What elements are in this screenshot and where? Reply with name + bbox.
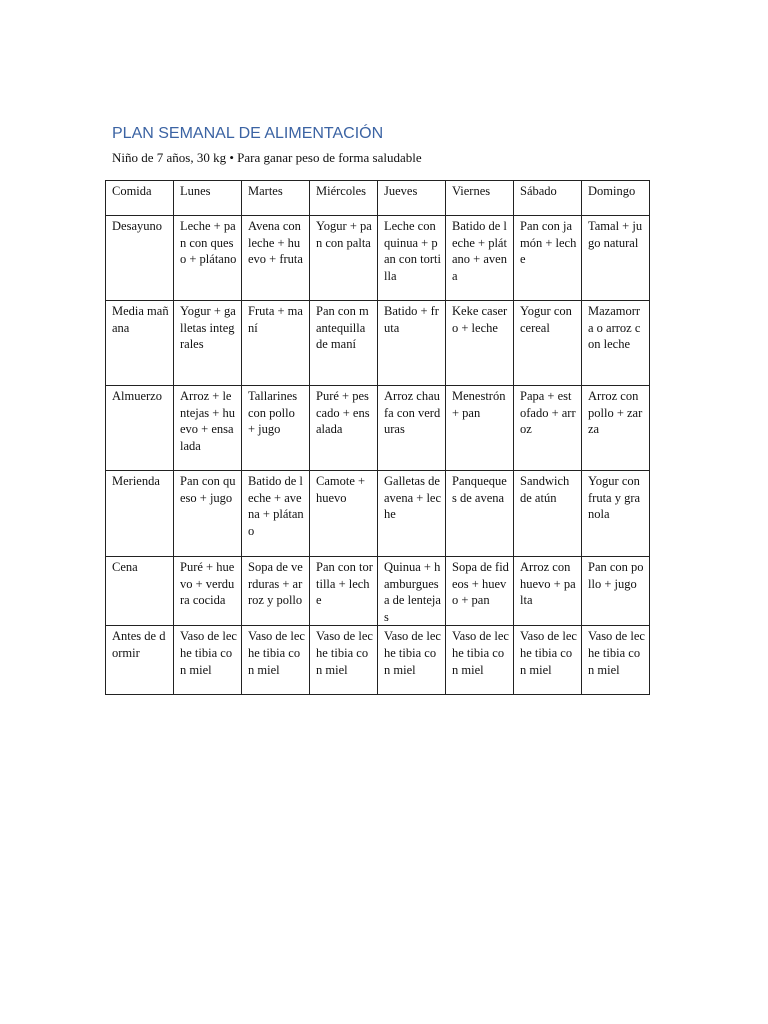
- table-cell: Avena con leche + huevo + fruta: [242, 216, 310, 301]
- table-cell: Sandwich de atún: [514, 471, 582, 557]
- meal-name-cell: Almuerzo: [106, 386, 174, 471]
- table-cell: Yogur + galletas integrales: [174, 301, 242, 386]
- table-cell: Batido de leche + avena + plátano: [242, 471, 310, 557]
- header-cell-comida: Comida: [106, 181, 174, 216]
- document-subtitle: Niño de 7 años, 30 kg • Para ganar peso de forma saludable: [112, 150, 422, 165]
- table-cell: Fruta + maní: [242, 301, 310, 386]
- table-cell: Tallarines con pollo + jugo: [242, 386, 310, 471]
- table-cell: Papa + estofado + arroz: [514, 386, 582, 471]
- header-cell-viernes: Viernes: [446, 181, 514, 216]
- table-cell: Yogur con cereal: [514, 301, 582, 386]
- table-row: [106, 626, 650, 695]
- meal-name-cell: Merienda: [106, 471, 174, 557]
- table-header-row: [106, 181, 650, 216]
- table-cell: Panqueques de avena: [446, 471, 514, 557]
- table-cell: Arroz + lentejas + huevo + ensalada: [174, 386, 242, 471]
- table-cell: Mazamorra o arroz con leche: [582, 301, 650, 386]
- header-cell-sabado: Sábado: [514, 181, 582, 216]
- table-cell: Vaso de leche tibia con miel: [242, 626, 310, 695]
- table-cell: Pan con jamón + leche: [514, 216, 582, 301]
- table-cell: Vaso de leche tibia con miel: [378, 626, 446, 695]
- table-cell: Batido de leche + plátano + avena: [446, 216, 514, 301]
- header-cell-miercoles: Miércoles: [310, 181, 378, 216]
- table-cell: Batido + fruta: [378, 301, 446, 386]
- meal-name-cell: Desayuno: [106, 216, 174, 301]
- table-cell: Vaso de leche tibia con miel: [446, 626, 514, 695]
- table-cell: Pan con pollo + jugo: [582, 557, 650, 626]
- table-cell: Vaso de leche tibia con miel: [582, 626, 650, 695]
- meal-name-cell: Antes de dormir: [106, 626, 174, 695]
- table-cell: Pan con mantequilla de maní: [310, 301, 378, 386]
- table-row: [106, 301, 650, 386]
- table-cell: Sopa de fideos + huevo + pan: [446, 557, 514, 626]
- table-cell: Arroz con huevo + palta: [514, 557, 582, 626]
- meal-name-cell: Media mañana: [106, 301, 174, 386]
- table-cell: Arroz con pollo + zarza: [582, 386, 650, 471]
- table-cell: Vaso de leche tibia con miel: [174, 626, 242, 695]
- table-cell: Menestrón + pan: [446, 386, 514, 471]
- table-cell: Keke casero + leche: [446, 301, 514, 386]
- table-row: [106, 386, 650, 471]
- table-cell: Yogur con fruta y granola: [582, 471, 650, 557]
- table-cell: Camote + huevo: [310, 471, 378, 557]
- meal-name-cell: Cena: [106, 557, 174, 626]
- table-row: [106, 557, 650, 626]
- table-cell: Vaso de leche tibia con miel: [310, 626, 378, 695]
- header-cell-domingo: Domingo: [582, 181, 650, 216]
- table-cell: Sopa de verduras + arroz y pollo: [242, 557, 310, 626]
- meal-plan-table: [105, 180, 650, 695]
- table-cell: Tamal + jugo natural: [582, 216, 650, 301]
- header-cell-jueves: Jueves: [378, 181, 446, 216]
- table-cell: Vaso de leche tibia con miel: [514, 626, 582, 695]
- table-row: [106, 216, 650, 301]
- table-cell: Quinua + hamburguesa de lentejas: [378, 557, 446, 626]
- header-cell-martes: Martes: [242, 181, 310, 216]
- table-cell: Pan con tortilla + leche: [310, 557, 378, 626]
- table-cell: Arroz chaufa con verduras: [378, 386, 446, 471]
- document-title: PLAN SEMANAL DE ALIMENTACIÓN: [112, 125, 384, 142]
- table-cell: Leche + pan con queso + plátano: [174, 216, 242, 301]
- table-cell: Galletas de avena + leche: [378, 471, 446, 557]
- table-cell: Puré + pescado + ensalada: [310, 386, 378, 471]
- table-cell: Leche con quinua + pan con tortilla: [378, 216, 446, 301]
- table-cell: Pan con queso + jugo: [174, 471, 242, 557]
- table-cell: Yogur + pan con palta: [310, 216, 378, 301]
- table-cell: Puré + huevo + verdura cocida: [174, 557, 242, 626]
- table-row: [106, 471, 650, 557]
- header-cell-lunes: Lunes: [174, 181, 242, 216]
